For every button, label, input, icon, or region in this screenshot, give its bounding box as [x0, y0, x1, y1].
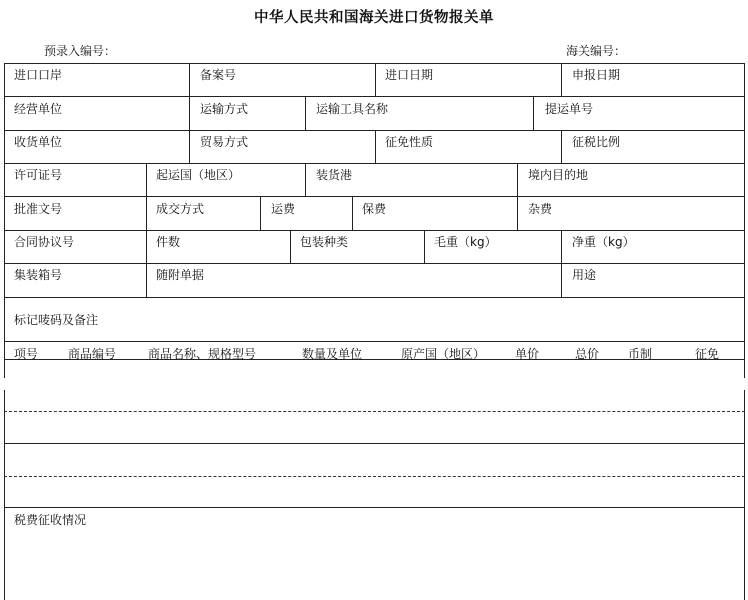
row-divider — [4, 297, 745, 298]
col-divider — [189, 63, 190, 97]
field-approval-no: 批准文号 — [14, 202, 63, 216]
row-divider — [4, 507, 745, 508]
col-divider — [290, 230, 291, 264]
field-documents: 随附单据 — [156, 268, 205, 282]
field-package-type: 包装种类 — [300, 235, 349, 249]
col-divider — [146, 230, 147, 264]
col-divider — [146, 196, 147, 231]
col-divider — [146, 263, 147, 298]
customs-no-label: 海关编号： — [566, 44, 627, 58]
goods-col-unit-price: 单价 — [515, 347, 540, 361]
col-divider — [189, 130, 190, 164]
col-divider — [375, 63, 376, 97]
field-domestic-dest: 境内目的地 — [528, 168, 589, 182]
goods-col-levy: 征免 — [695, 347, 720, 361]
field-levy-nature: 征免性质 — [385, 135, 434, 149]
col-divider — [146, 163, 147, 197]
goods-col-total-price: 总价 — [575, 347, 600, 361]
col-divider — [375, 130, 376, 164]
field-import-date: 进口日期 — [385, 68, 434, 82]
col-divider — [561, 63, 562, 97]
field-record-no: 备案号 — [200, 68, 237, 82]
field-contract-no: 合同协议号 — [14, 235, 75, 249]
field-declare-date: 申报日期 — [572, 68, 621, 82]
goods-col-origin: 原产国（地区） — [401, 347, 486, 361]
field-gross-weight: 毛重（kg） — [434, 235, 497, 249]
goods-col-currency: 币制 — [628, 347, 653, 361]
field-consignee: 收货单位 — [14, 135, 63, 149]
field-bill-of-lading: 提运单号 — [545, 102, 594, 116]
field-deal-mode: 成交方式 — [156, 202, 205, 216]
row-divider — [4, 341, 745, 342]
col-divider — [561, 130, 562, 164]
dashed-row-divider — [4, 476, 745, 477]
field-misc-fee: 杂费 — [528, 202, 553, 216]
field-insurance: 保费 — [362, 202, 387, 216]
goods-col-item-no: 项号 — [14, 347, 39, 361]
field-net-weight: 净重（kg） — [572, 235, 635, 249]
col-divider — [561, 230, 562, 264]
field-vessel-name: 运输工具名称 — [316, 102, 389, 116]
tax-collection-label: 税费征收情况 — [14, 513, 87, 527]
col-divider — [352, 196, 353, 231]
goods-col-name-spec: 商品名称、规格型号 — [148, 347, 257, 361]
col-divider — [189, 96, 190, 130]
col-divider — [517, 196, 518, 231]
field-business-unit: 经营单位 — [14, 102, 63, 116]
row-divider — [4, 230, 745, 231]
field-transport-mode: 运输方式 — [200, 102, 249, 116]
form-title: 中华人民共和国海关进口货物报关单 — [254, 10, 494, 26]
field-marks-remarks: 标记唛码及备注 — [14, 313, 99, 327]
field-tax-ratio: 征税比例 — [572, 135, 621, 149]
row-divider — [4, 196, 745, 197]
col-divider — [305, 163, 306, 197]
field-usage: 用途 — [572, 268, 597, 282]
field-packages: 件数 — [156, 235, 181, 249]
field-origin-country: 起运国（地区） — [156, 168, 241, 182]
row-divider — [4, 443, 745, 444]
field-trade-mode: 贸易方式 — [200, 135, 249, 149]
field-freight: 运费 — [271, 202, 296, 216]
goods-col-qty-unit: 数量及单位 — [302, 347, 363, 361]
dashed-row-divider — [4, 411, 745, 412]
col-divider — [517, 163, 518, 197]
col-divider — [561, 263, 562, 298]
field-loading-port: 装货港 — [316, 168, 353, 182]
pre-entry-no-label: 预录入编号： — [44, 44, 117, 58]
col-divider — [260, 196, 261, 231]
goods-col-hs-code: 商品编号 — [68, 347, 117, 361]
row-divider — [4, 263, 745, 264]
col-divider — [305, 96, 306, 130]
field-license-no: 许可证号 — [14, 168, 63, 182]
scan-gap — [0, 378, 748, 390]
field-import-port: 进口口岸 — [14, 68, 63, 82]
col-divider — [533, 96, 534, 130]
field-container-no: 集装箱号 — [14, 268, 63, 282]
col-divider — [424, 230, 425, 264]
